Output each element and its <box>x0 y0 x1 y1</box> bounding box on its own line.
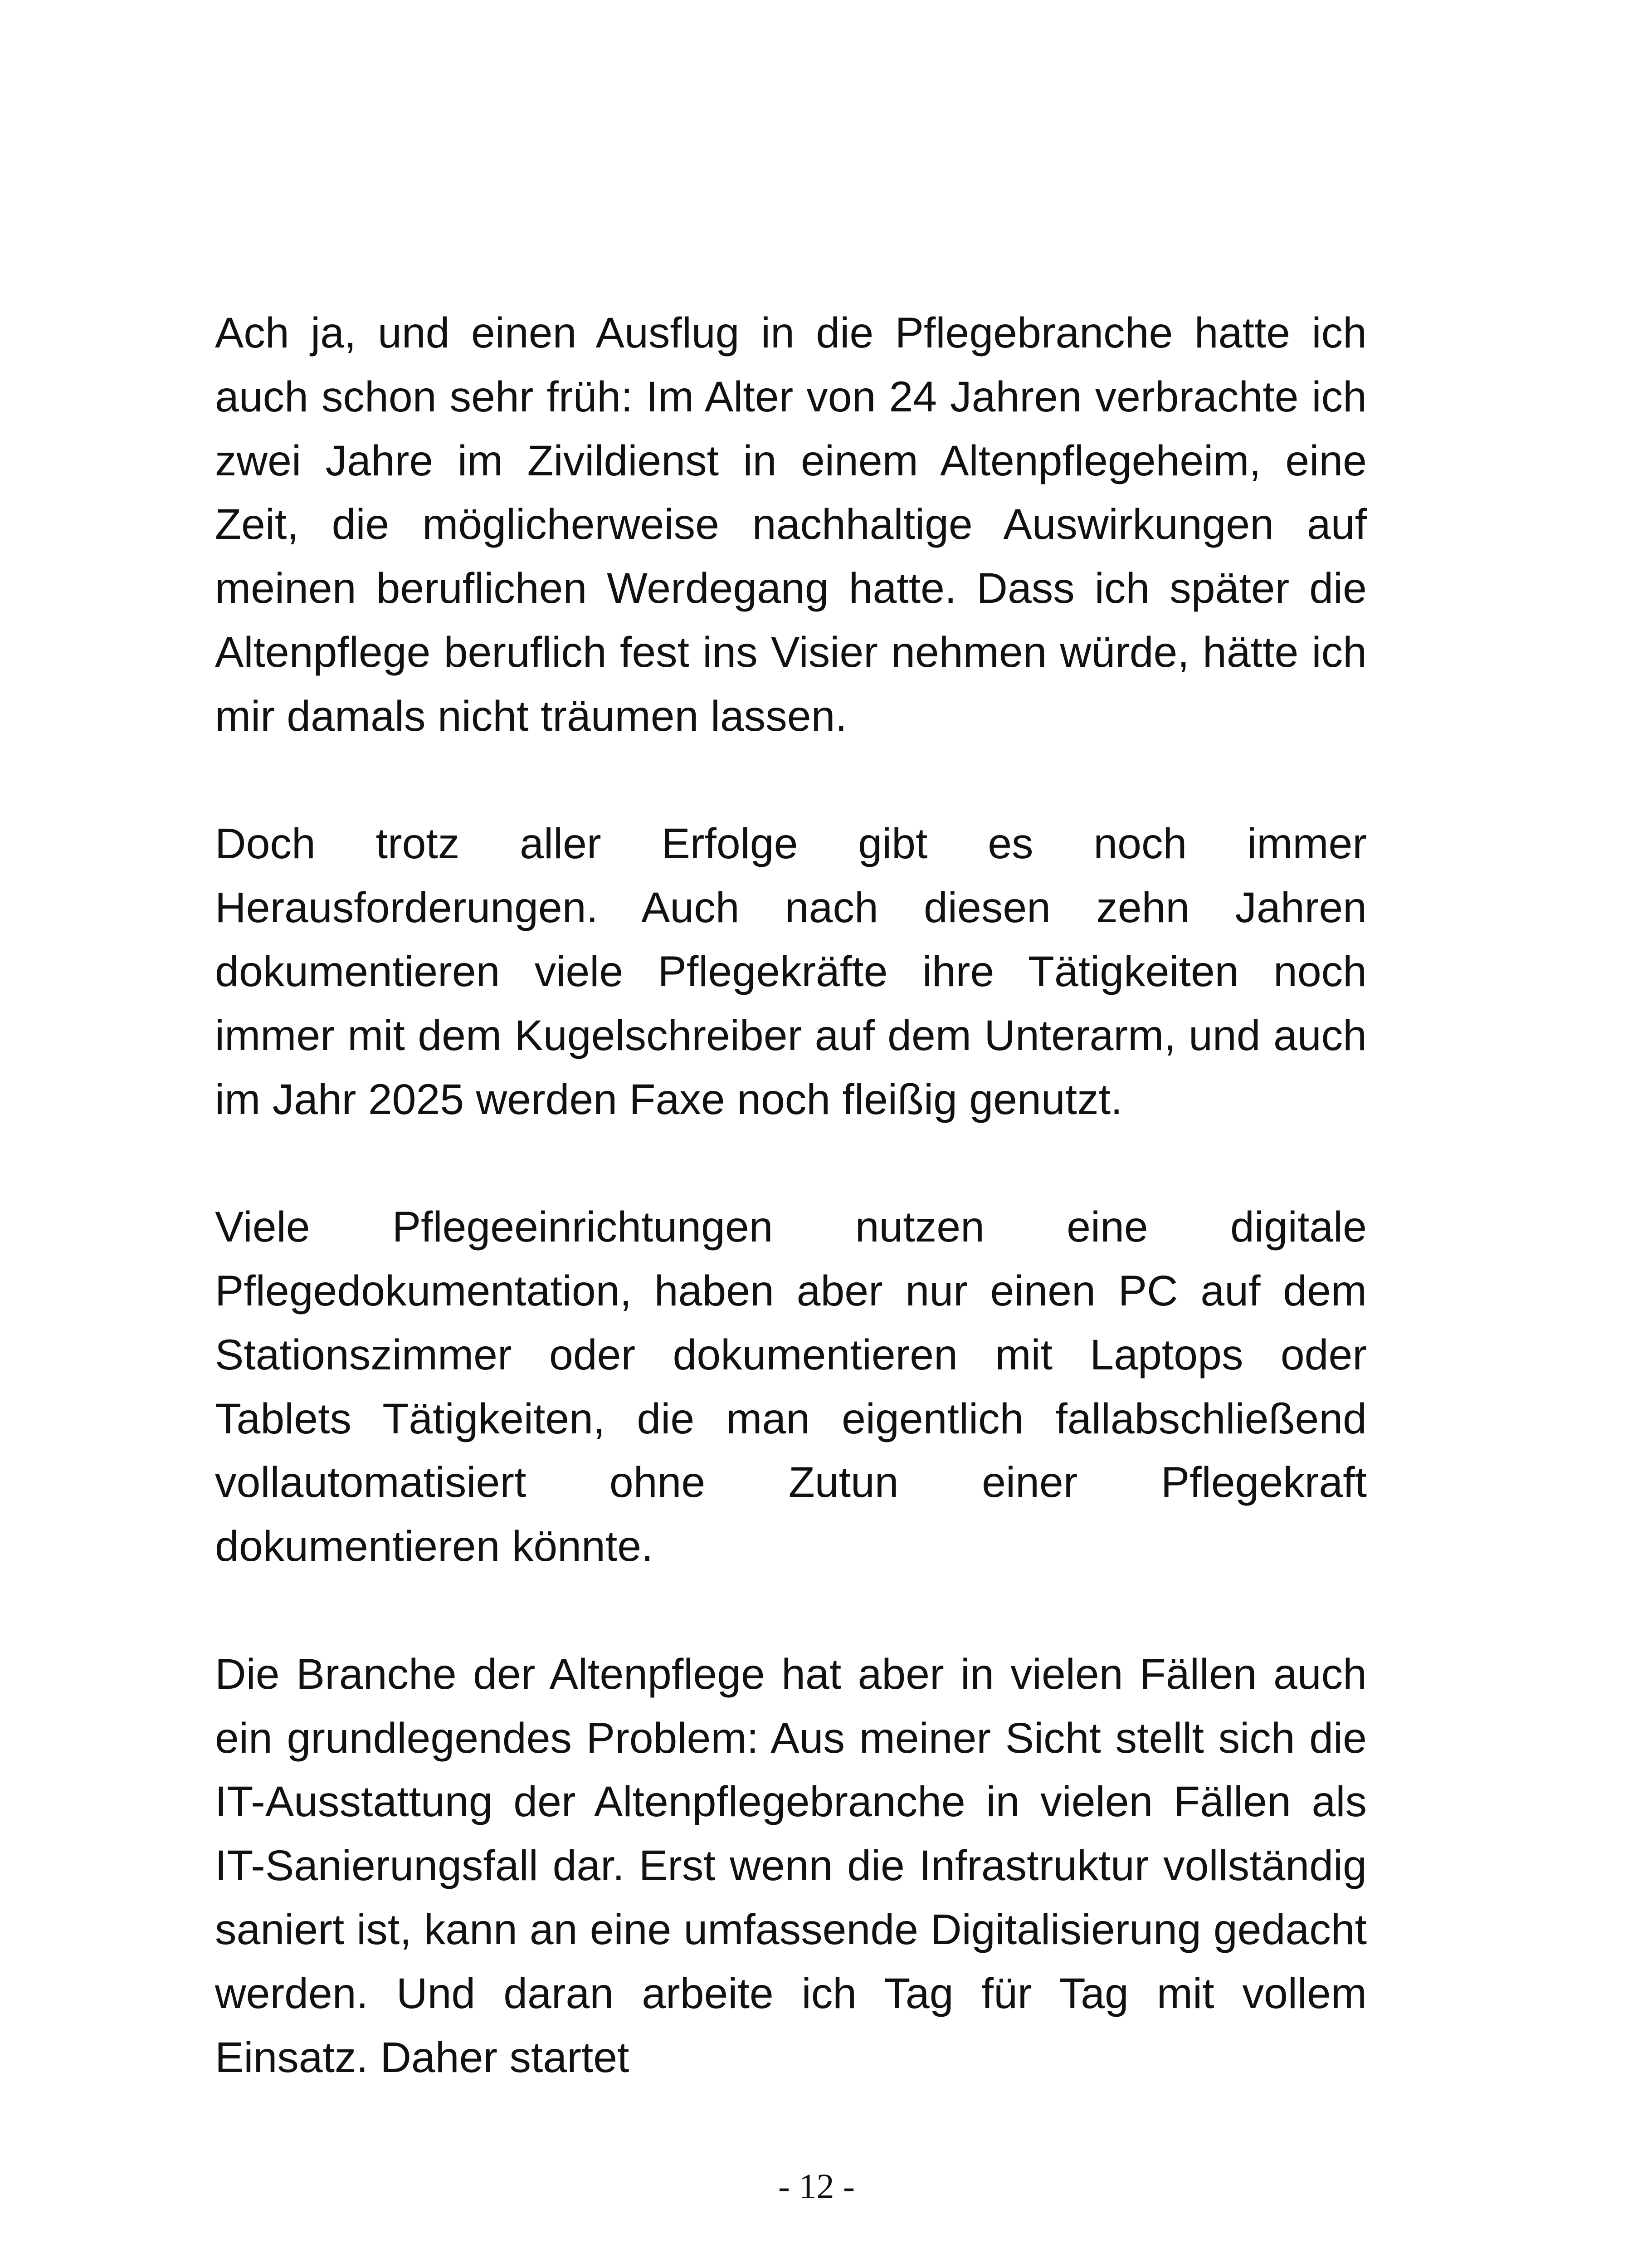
paragraph-3: Viele Pflegeeinrichtungen nutzen eine digitale Pflegedokumentation, haben aber nur einen PC auf dem Stationszimmer oder dokumentieren mit Laptops oder Tablets Tätigkeiten, die man eigentlich fallabschließend vollautomatisiert ohne Zutun einer Pflegekraft dokumentieren könnte. <box>215 1203 1367 1571</box>
paragraph-1: Ach ja, und einen Ausflug in die Pflegebranche hatte ich auch schon sehr früh: Im Alter von 24 Jahren verbrachte ich zwei Jahre im Zivildienst in einem Altenpflegeheim, eine Zeit, die möglicherweise nachhaltige Auswirkungen auf meinen beruflichen Werdegang hatte. Dass ich später die Altenpflege beruflich fest ins Visier nehmen würde, hätte ich mir damals nicht träumen lassen. <box>215 309 1367 740</box>
page-number: - 12 - <box>778 2166 855 2206</box>
paragraph-2: Doch trotz aller Erfolge gibt es noch immer Herausforderungen. Auch nach diesen zehn Jahren dokumentieren viele Pflegekräfte ihre Tätigkeiten noch immer mit dem Kugelschreiber auf dem Unterarm, und auch im Jahr 2025 werden Faxe noch fleißig genutzt. <box>215 820 1367 1124</box>
paragraph-4: Die Branche der Altenpflege hat aber in vielen Fällen auch ein grundlegendes Problem: Aus meiner Sicht stellt sich die IT-Ausstattung der Altenpflegebranche in vielen Fällen als IT-Sanierungsfall dar. Erst wenn die Infrastruktur vollständig saniert ist, kann an eine umfassende Digitalisierung gedacht werden. Und daran arbeite ich Tag für Tag mit vollem Einsatz. Daher startet <box>215 1650 1367 2082</box>
body-text <box>215 301 1367 2089</box>
